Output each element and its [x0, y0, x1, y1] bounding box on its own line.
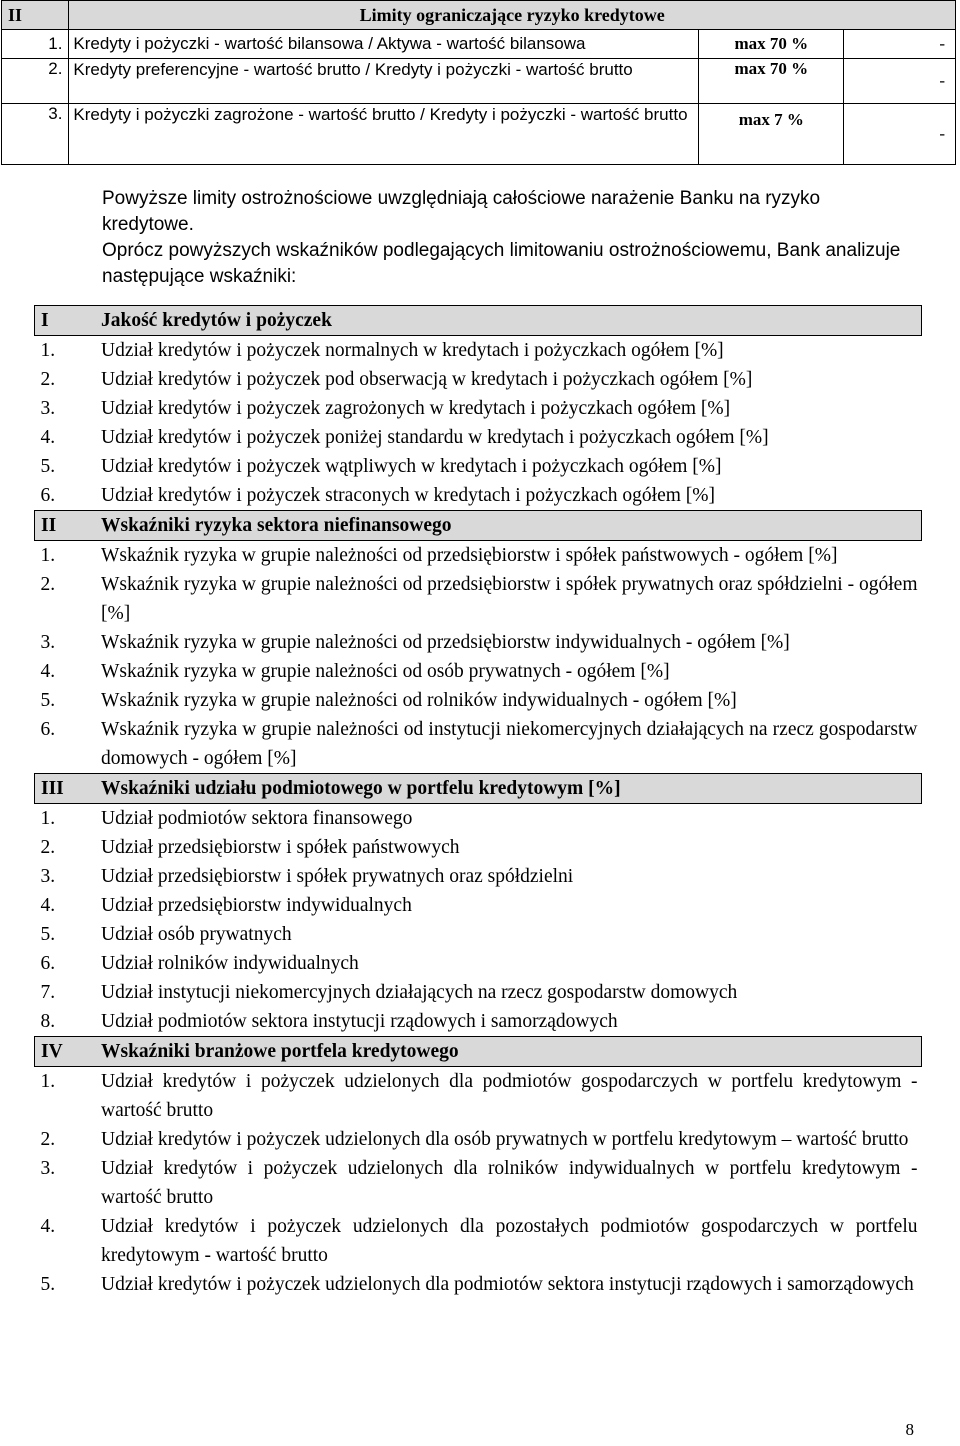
indicator-text: Wskaźnik ryzyka w grupie należności od przedsiębiorstw indywidualnych - ogółem [%]	[101, 632, 790, 653]
indicator-number: 2.	[40, 574, 56, 595]
section-header	[35, 511, 922, 541]
indicator-row	[35, 394, 922, 423]
indicator-text: Udział kredytów i pożyczek udzielonych dla pozostałych podmiotów gospodarczych w portfelu kredytowym - wartość brutto	[101, 1216, 918, 1266]
indicator-number: 5.	[40, 690, 56, 711]
indicator-text: Udział kredytów i pożyczek straconych w kredytach i pożyczkach ogółem [%]	[101, 485, 716, 506]
indicator-row	[35, 862, 922, 891]
section-number: III	[35, 774, 98, 804]
indicator-text: Udział kredytów i pożyczek poniżej standardu w kredytach i pożyczkach ogółem [%]	[101, 427, 769, 448]
indicator-row	[35, 1270, 922, 1299]
limit-description: Kredyty preferencyjne - wartość brutto / Kredyty i pożyczki - wartość brutto	[69, 59, 699, 104]
indicator-number: 3.	[40, 398, 56, 419]
indicator-number: 7.	[40, 982, 56, 1003]
indicator-text: Wskaźnik ryzyka w grupie należności od rolników indywidualnych - ogółem [%]	[101, 690, 737, 711]
indicator-row	[35, 1007, 922, 1037]
indicator-text: Udział kredytów i pożyczek normalnych w kredytach i pożyczkach ogółem [%]	[101, 340, 724, 361]
indicator-row	[35, 541, 922, 571]
indicator-text: Udział kredytów i pożyczek udzielonych dla podmiotów sektora instytucji rządowych i samorządowych	[101, 1274, 914, 1295]
indicator-row	[35, 1125, 922, 1154]
indicator-text: Udział podmiotów sektora instytucji rządowych i samorządowych	[101, 1011, 618, 1032]
indicator-number: 1.	[40, 545, 56, 566]
limits-table	[1, 0, 956, 165]
indicator-row	[35, 628, 922, 657]
limits-row	[2, 104, 956, 165]
indicator-row	[35, 423, 922, 452]
indicator-row	[35, 481, 922, 511]
indicator-number: 3.	[40, 632, 56, 653]
indicator-text: Udział podmiotów sektora finansowego	[101, 808, 413, 829]
limit-extra: -	[844, 104, 956, 165]
limit-value: max 70 %	[699, 59, 844, 104]
indicator-text: Udział kredytów i pożyczek udzielonych dla osób prywatnych w portfelu kredytowym – wartość brutto	[101, 1129, 909, 1150]
indicator-number: 6.	[40, 485, 56, 506]
indicators-table	[34, 305, 922, 1299]
indicator-number: 5.	[40, 456, 56, 477]
indicator-text: Udział kredytów i pożyczek udzielonych dla podmiotów gospodarczych w portfelu kredytowym - wartość brutto	[101, 1071, 918, 1121]
indicator-text: Udział kredytów i pożyczek zagrożonych w kredytach i pożyczkach ogółem [%]	[101, 398, 731, 419]
limit-row-number: 1.	[2, 30, 69, 59]
section-header	[35, 774, 922, 804]
indicator-number: 6.	[40, 719, 56, 740]
indicator-row	[35, 657, 922, 686]
section-number: I	[35, 306, 98, 336]
indicator-row	[35, 570, 922, 628]
indicator-number: 5.	[40, 924, 56, 945]
section-title: Wskaźniki ryzyka sektora niefinansowego	[97, 511, 922, 541]
indicator-text: Udział kredytów i pożyczek wątpliwych w kredytach i pożyczkach ogółem [%]	[101, 456, 722, 477]
limits-row	[2, 59, 956, 104]
indicator-number: 3.	[40, 1158, 56, 1179]
indicator-text: Udział przedsiębiorstw i spółek państwowych	[101, 837, 460, 858]
limit-row-number: 2.	[2, 59, 69, 104]
section-number: IV	[35, 1037, 98, 1067]
indicator-number: 2.	[40, 1129, 56, 1150]
indicator-row	[35, 1067, 922, 1126]
indicator-text: Wskaźnik ryzyka w grupie należności od przedsiębiorstw i spółek państwowych - ogółem [%]	[101, 545, 838, 566]
indicator-row	[35, 1212, 922, 1270]
indicator-row	[35, 452, 922, 481]
indicator-text: Wskaźnik ryzyka w grupie należności od przedsiębiorstw i spółek prywatnych oraz spółdzielni - ogółem [%]	[101, 574, 918, 624]
indicator-text: Udział kredytów i pożyczek pod obserwacją w kredytach i pożyczkach ogółem [%]	[101, 369, 753, 390]
indicator-row	[35, 949, 922, 978]
indicator-text: Udział rolników indywidualnych	[101, 953, 359, 974]
indicator-row	[35, 1154, 922, 1212]
note-paragraph: Oprócz powyższych wskaźników podlegających limitowaniu ostrożnościowemu, Bank analizuje następujące wskaźniki:	[102, 240, 901, 287]
section-header	[35, 1037, 922, 1067]
limits-table-header	[2, 1, 956, 30]
indicator-row	[35, 365, 922, 394]
note-paragraph: Powyższe limity ostrożnościowe uwzględniają całościowe narażenie Banku na ryzyko kredytowe.	[102, 188, 821, 235]
indicator-row	[35, 920, 922, 949]
indicator-number: 4.	[40, 661, 56, 682]
section-header	[35, 306, 922, 336]
indicator-text: Udział osób prywatnych	[101, 924, 292, 945]
indicator-number: 5.	[40, 1274, 56, 1295]
limits-table-title: Limity ograniczające ryzyko kredytowe	[69, 1, 956, 30]
indicator-text: Wskaźnik ryzyka w grupie należności od instytucji niekomercyjnych działających na rzecz gospodarstw domowych - ogółem [%]	[101, 719, 918, 769]
indicator-number: 2.	[40, 837, 56, 858]
indicator-number: 6.	[40, 953, 56, 974]
section-title: Wskaźniki udziału podmiotowego w portfelu kredytowym [%]	[97, 774, 922, 804]
indicator-row	[35, 891, 922, 920]
limit-extra: -	[844, 30, 956, 59]
section-title: Jakość kredytów i pożyczek	[97, 306, 922, 336]
limit-row-number: 3.	[2, 104, 69, 165]
indicator-text: Udział kredytów i pożyczek udzielonych dla rolników indywidualnych w portfelu kredytowym - wartość brutto	[101, 1158, 918, 1208]
limit-description: Kredyty i pożyczki - wartość bilansowa / Aktywa - wartość bilansowa	[69, 30, 699, 59]
indicator-row	[35, 715, 922, 774]
indicator-row	[35, 804, 922, 834]
indicator-number: 4.	[40, 1216, 56, 1237]
limit-description: Kredyty i pożyczki zagrożone - wartość brutto / Kredyty i pożyczki - wartość brutto	[69, 104, 699, 165]
indicator-row	[35, 833, 922, 862]
section-number: II	[35, 511, 98, 541]
limit-value: max 7 %	[699, 104, 844, 165]
indicator-row	[35, 336, 922, 366]
limits-row	[2, 30, 956, 59]
indicator-number: 4.	[40, 427, 56, 448]
indicator-text: Udział przedsiębiorstw i spółek prywatnych oraz spółdzielni	[101, 866, 574, 887]
indicator-text: Udział przedsiębiorstw indywidualnych	[101, 895, 412, 916]
indicator-row	[35, 686, 922, 715]
indicator-number: 1.	[40, 808, 56, 829]
indicator-number: 4.	[40, 895, 56, 916]
section-title: Wskaźniki branżowe portfela kredytowego	[97, 1037, 922, 1067]
indicator-row	[35, 978, 922, 1007]
indicator-number: 2.	[40, 369, 56, 390]
limits-section-number: II	[2, 1, 69, 30]
indicator-number: 1.	[40, 340, 56, 361]
indicator-text: Udział instytucji niekomercyjnych działających na rzecz gospodarstw domowych	[101, 982, 738, 1003]
limit-extra: -	[844, 59, 956, 104]
indicator-text: Wskaźnik ryzyka w grupie należności od osób prywatnych - ogółem [%]	[101, 661, 670, 682]
limit-value: max 70 %	[699, 30, 844, 59]
indicator-number: 1.	[40, 1071, 56, 1092]
page-number: 8	[905, 1420, 914, 1439]
indicator-number: 3.	[40, 866, 56, 887]
indicator-number: 8.	[40, 1011, 56, 1032]
